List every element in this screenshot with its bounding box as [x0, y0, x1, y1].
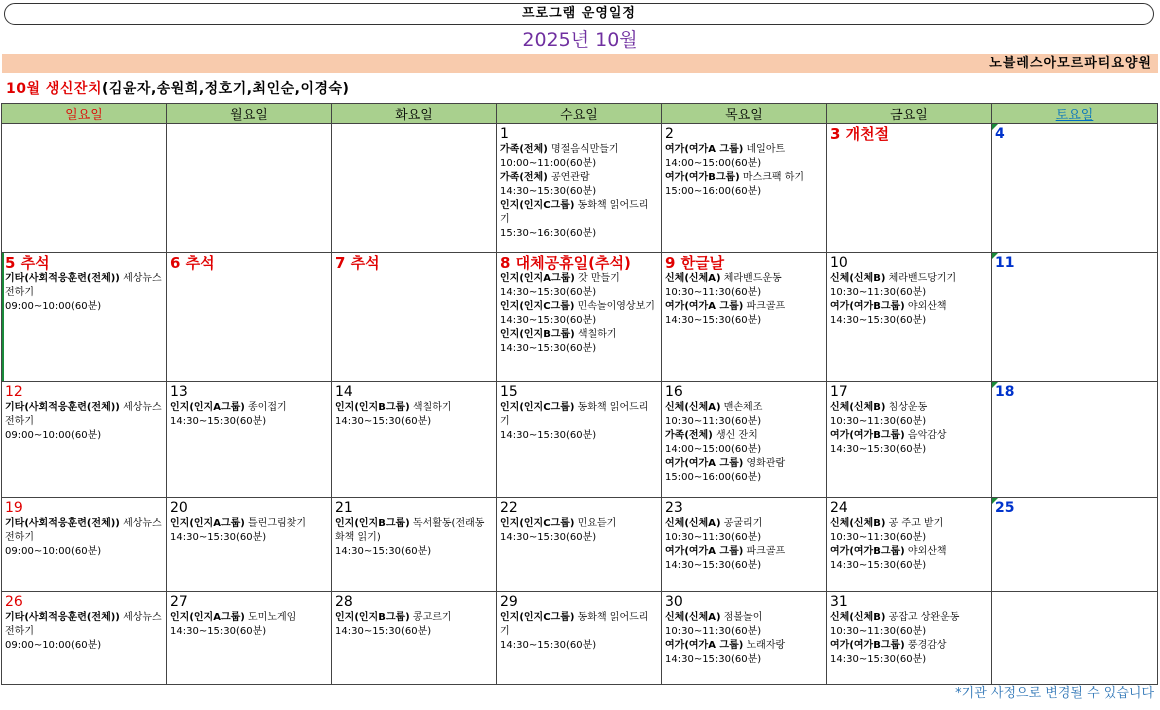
program-event — [665, 171, 823, 199]
event-description: 세상뉴스전하기 — [5, 518, 162, 543]
calendar-day-cell — [497, 253, 662, 382]
event-description: 공잡고 상완운동 — [885, 612, 960, 623]
calendar-table — [1, 103, 1158, 685]
program-event — [665, 545, 823, 573]
program-event — [665, 429, 823, 457]
calendar-day-cell — [332, 498, 497, 592]
day-number: 5 추석 — [5, 254, 50, 272]
calendar-day-cell — [992, 498, 1158, 592]
calendar-day-cell — [497, 592, 662, 685]
calendar-day-cell — [827, 592, 992, 685]
calendar-day-cell — [662, 382, 827, 498]
event-description: 마스크팩 하기 — [739, 172, 805, 183]
event-category: 기타(사회적응훈련(전체)) — [5, 273, 120, 284]
calendar-day-cell — [332, 253, 497, 382]
program-event — [335, 401, 493, 429]
program-event — [830, 545, 988, 573]
day-number: 31 — [830, 594, 848, 610]
event-category: 신체(신체A) — [665, 612, 721, 623]
event-category: 여가(여가A 그룹) — [665, 546, 744, 557]
event-category: 신체(신체B) — [830, 518, 886, 529]
program-event — [500, 401, 658, 443]
event-category: 인지(인지B그룹) — [500, 329, 575, 340]
day-number: 14 — [335, 384, 353, 400]
event-time: 10:30~11:30(60분) — [830, 532, 927, 543]
event-description: 침상운동 — [885, 402, 928, 413]
event-time: 14:30~15:30(60분) — [500, 287, 597, 298]
weekday-saturday: 토요일 — [992, 104, 1158, 124]
event-description: 공연관람 — [547, 172, 590, 183]
program-event — [170, 611, 328, 639]
weekday-wednesday: 수요일 — [497, 104, 662, 124]
weekday-header-row — [2, 104, 1158, 124]
day-number: 18 — [995, 384, 1015, 400]
event-time: 14:30~15:30(60분) — [830, 654, 927, 665]
program-event — [665, 272, 823, 300]
event-description: 틀린그림찾기 — [244, 518, 306, 529]
program-event — [5, 272, 163, 314]
event-description: 야외산책 — [904, 301, 947, 312]
event-description: 갓 만들기 — [574, 273, 620, 284]
event-time: 14:30~15:30(60분) — [335, 416, 432, 427]
program-event — [5, 517, 163, 559]
day-number: 13 — [170, 384, 188, 400]
event-category: 여가(여가B그룹) — [830, 430, 905, 441]
event-description: 동화책 읽어드리기 — [500, 200, 649, 225]
event-time: 14:30~15:30(60분) — [830, 560, 927, 571]
calendar-day-cell — [2, 253, 167, 382]
program-event — [500, 517, 658, 545]
day-number: 6 추석 — [170, 254, 215, 272]
day-number: 12 — [5, 384, 23, 400]
event-description: 생신 잔치 — [712, 430, 758, 441]
week-row — [2, 592, 1158, 685]
weekday-sunday: 일요일 — [2, 104, 167, 124]
calendar-day-cell — [662, 253, 827, 382]
program-event — [500, 328, 658, 356]
calendar-day-cell — [992, 592, 1158, 685]
event-time: 14:30~15:30(60분) — [170, 416, 267, 427]
day-number: 1 — [500, 126, 509, 142]
event-description: 맨손체조 — [720, 402, 763, 413]
event-time: 14:00~15:00(60분) — [665, 158, 762, 169]
event-description: 체라밴드당기기 — [885, 273, 957, 284]
event-category: 인지(인지A그룹) — [170, 402, 245, 413]
event-category: 인지(인지C그룹) — [500, 518, 575, 529]
event-description: 파크골프 — [743, 301, 786, 312]
event-category: 인지(인지A그룹) — [170, 518, 245, 529]
event-category: 여가(여가B그룹) — [665, 172, 740, 183]
day-number: 7 추석 — [335, 254, 380, 272]
calendar-day-cell — [992, 124, 1158, 253]
event-category: 신체(신체A) — [665, 402, 721, 413]
event-time: 14:30~15:30(60분) — [830, 444, 927, 455]
event-time: 10:30~11:30(60분) — [830, 626, 927, 637]
event-description: 네일아트 — [743, 144, 786, 155]
week-row — [2, 124, 1158, 253]
event-category: 여가(여가A 그룹) — [665, 458, 744, 469]
event-category: 인지(인지A그룹) — [500, 273, 575, 284]
event-time: 14:30~15:30(60분) — [500, 532, 597, 543]
event-description: 점볼놀이 — [720, 612, 763, 623]
program-event — [665, 517, 823, 545]
calendar-day-cell — [662, 498, 827, 592]
day-number: 21 — [335, 500, 353, 516]
event-time: 14:30~15:30(60분) — [500, 343, 597, 354]
calendar-day-cell — [167, 253, 332, 382]
program-event — [500, 171, 658, 199]
event-category: 인지(인지B그룹) — [335, 402, 410, 413]
event-time: 09:00~10:00(60분) — [5, 301, 102, 312]
event-description: 세상뉴스전하기 — [5, 402, 162, 427]
program-event — [665, 457, 823, 485]
event-category: 가족(전체) — [665, 430, 713, 441]
event-category: 기타(사회적응훈련(전체)) — [5, 612, 120, 623]
event-category: 여가(여가B그룹) — [830, 546, 905, 557]
event-description: 공굴리기 — [720, 518, 763, 529]
event-category: 인지(인지C그룹) — [500, 200, 575, 211]
calendar-day-cell — [332, 382, 497, 498]
event-time: 10:30~11:30(60분) — [830, 287, 927, 298]
calendar-day-cell — [332, 592, 497, 685]
day-number: 20 — [170, 500, 188, 516]
event-time: 10:30~11:30(60분) — [665, 287, 762, 298]
page-title: 프로그램 운영일정 — [4, 3, 1154, 25]
program-event — [830, 272, 988, 300]
weekday-friday: 금요일 — [827, 104, 992, 124]
event-time: 10:30~11:30(60분) — [665, 416, 762, 427]
event-time: 14:30~15:30(60분) — [665, 315, 762, 326]
event-time: 14:30~15:30(60분) — [335, 546, 432, 557]
event-category: 신체(신체A) — [665, 518, 721, 529]
event-description: 세상뉴스전하기 — [5, 273, 162, 298]
program-event — [830, 300, 988, 328]
event-time: 14:30~15:30(60분) — [500, 640, 597, 651]
program-event — [500, 300, 658, 328]
event-time: 14:30~15:30(60분) — [170, 532, 267, 543]
day-number: 19 — [5, 500, 23, 516]
program-event — [500, 143, 658, 171]
calendar-day-cell — [992, 382, 1158, 498]
program-event — [500, 611, 658, 653]
day-number: 24 — [830, 500, 848, 516]
event-time: 14:30~15:30(60분) — [500, 315, 597, 326]
event-description: 영화관람 — [743, 458, 786, 469]
event-category: 기타(사회적응훈련(전체)) — [5, 402, 120, 413]
birthday-line — [6, 79, 349, 99]
day-number: 22 — [500, 500, 518, 516]
event-description: 공 주고 받기 — [885, 518, 944, 529]
day-number: 17 — [830, 384, 848, 400]
event-category: 여가(여가A 그룹) — [665, 640, 744, 651]
calendar-day-cell — [2, 498, 167, 592]
event-time: 15:30~16:30(60분) — [500, 228, 597, 239]
event-time: 10:00~11:00(60분) — [500, 158, 597, 169]
program-event — [335, 611, 493, 639]
day-number: 25 — [995, 500, 1015, 516]
event-description: 파크골프 — [743, 546, 786, 557]
program-event — [335, 517, 493, 559]
calendar-day-cell — [827, 382, 992, 498]
event-category: 신체(신체A) — [665, 273, 721, 284]
calendar-day-cell — [827, 498, 992, 592]
event-category: 인지(인지C그룹) — [500, 301, 575, 312]
program-event — [665, 300, 823, 328]
day-number: 9 한글날 — [665, 254, 725, 272]
day-number: 10 — [830, 255, 848, 271]
day-number: 27 — [170, 594, 188, 610]
program-event — [830, 639, 988, 667]
calendar-day-cell — [827, 124, 992, 253]
event-description: 노래자랑 — [743, 640, 786, 651]
calendar-day-cell — [167, 592, 332, 685]
program-event — [5, 401, 163, 443]
event-category: 인지(인지A그룹) — [170, 612, 245, 623]
org-name-bar: 노블레스아모르파티요양원 — [2, 54, 1158, 73]
event-time: 10:30~11:30(60분) — [830, 416, 927, 427]
comment-marker-icon — [992, 124, 998, 130]
program-event — [665, 143, 823, 171]
calendar-day-cell — [2, 382, 167, 498]
event-time: 10:30~11:30(60분) — [665, 532, 762, 543]
event-description: 세상뉴스전하기 — [5, 612, 162, 637]
day-number: 11 — [995, 255, 1015, 271]
comment-marker-icon — [992, 498, 998, 504]
event-category: 인지(인지C그룹) — [500, 402, 575, 413]
calendar-day-cell — [497, 498, 662, 592]
birthday-label: 10월 생신잔치 — [6, 81, 102, 97]
event-description: 색칠하기 — [574, 329, 617, 340]
event-time: 14:30~15:30(60분) — [665, 560, 762, 571]
event-time: 15:00~16:00(60분) — [665, 472, 762, 483]
day-number: 28 — [335, 594, 353, 610]
event-category: 여가(여가A 그룹) — [665, 301, 744, 312]
calendar-day-cell — [167, 124, 332, 253]
program-event — [830, 611, 988, 639]
weekday-tuesday: 화요일 — [332, 104, 497, 124]
event-description: 동화책 읽어드리기 — [500, 402, 649, 427]
calendar-day-cell — [167, 498, 332, 592]
event-category: 기타(사회적응훈련(전체)) — [5, 518, 120, 529]
event-time: 14:00~15:00(60분) — [665, 444, 762, 455]
event-category: 인지(인지C그룹) — [500, 612, 575, 623]
event-description: 풍경감상 — [904, 640, 947, 651]
calendar-day-cell — [167, 382, 332, 498]
program-event — [5, 611, 163, 653]
event-time: 14:30~15:30(60분) — [170, 626, 267, 637]
program-event — [830, 429, 988, 457]
calendar-day-cell — [497, 124, 662, 253]
event-description: 콩고르기 — [409, 612, 452, 623]
day-number: 30 — [665, 594, 683, 610]
program-event — [830, 517, 988, 545]
program-event — [500, 272, 658, 300]
event-description: 민요듣기 — [574, 518, 617, 529]
event-time: 14:30~15:30(60분) — [500, 186, 597, 197]
event-time: 09:00~10:00(60분) — [5, 546, 102, 557]
day-number: 4 — [995, 126, 1005, 142]
program-event — [665, 401, 823, 429]
week-row — [2, 253, 1158, 382]
birthday-names: (김윤자,송원희,정호기,최인순,이경숙) — [101, 81, 350, 97]
day-number: 15 — [500, 384, 518, 400]
day-number: 8 대체공휴일(추석) — [500, 254, 631, 272]
event-category: 인지(인지B그룹) — [335, 612, 410, 623]
event-description: 음악감상 — [904, 430, 947, 441]
event-time: 15:00~16:00(60분) — [665, 186, 762, 197]
event-category: 여가(여가A 그룹) — [665, 144, 744, 155]
day-number: 26 — [5, 594, 23, 610]
event-category: 가족(전체) — [500, 144, 548, 155]
calendar-day-cell — [827, 253, 992, 382]
day-number: 29 — [500, 594, 518, 610]
event-category: 인지(인지B그룹) — [335, 518, 410, 529]
program-event — [500, 199, 658, 241]
footnote: *기관 사정으로 변경될 수 있습니다 — [955, 686, 1154, 701]
event-time: 14:30~15:30(60분) — [335, 626, 432, 637]
day-number: 3 개천절 — [830, 125, 890, 143]
calendar-day-cell — [2, 592, 167, 685]
calendar-day-cell — [2, 124, 167, 253]
event-time: 14:30~15:30(60분) — [665, 654, 762, 665]
event-description: 독서활동(전래동화책 읽기) — [335, 518, 485, 543]
weekday-monday: 월요일 — [167, 104, 332, 124]
day-number: 2 — [665, 126, 674, 142]
week-row — [2, 498, 1158, 592]
program-event — [665, 639, 823, 667]
event-time: 14:30~15:30(60분) — [500, 430, 597, 441]
program-event — [170, 517, 328, 545]
event-time: 09:00~10:00(60분) — [5, 640, 102, 651]
event-description: 야외산책 — [904, 546, 947, 557]
calendar-day-cell — [662, 592, 827, 685]
calendar-day-cell — [497, 382, 662, 498]
event-category: 여가(여가B그룹) — [830, 301, 905, 312]
program-event — [170, 401, 328, 429]
comment-marker-icon — [992, 382, 998, 388]
event-time: 09:00~10:00(60분) — [5, 430, 102, 441]
event-description: 색칠하기 — [409, 402, 452, 413]
event-category: 여가(여가B그룹) — [830, 640, 905, 651]
day-number: 23 — [665, 500, 683, 516]
comment-marker-icon — [992, 253, 998, 259]
selection-bar — [2, 253, 4, 381]
event-category: 신체(신체B) — [830, 402, 886, 413]
event-description: 명절음식만들기 — [547, 144, 619, 155]
event-category: 신체(신체B) — [830, 273, 886, 284]
week-row — [2, 382, 1158, 498]
event-description: 민속놀이영상보기 — [574, 301, 655, 312]
month-title: 2025년 10월 — [522, 29, 638, 51]
event-description: 종이접기 — [244, 402, 287, 413]
event-description: 동화책 읽어드리기 — [500, 612, 649, 637]
event-category: 가족(전체) — [500, 172, 548, 183]
event-category: 신체(신체B) — [830, 612, 886, 623]
event-description: 도미노게임 — [244, 612, 297, 623]
calendar-day-cell — [662, 124, 827, 253]
event-time: 10:30~11:30(60분) — [665, 626, 762, 637]
program-event — [665, 611, 823, 639]
program-event — [830, 401, 988, 429]
calendar-day-cell — [332, 124, 497, 253]
calendar-day-cell — [992, 253, 1158, 382]
event-time: 14:30~15:30(60분) — [830, 315, 927, 326]
event-description: 체라밴드운동 — [720, 273, 782, 284]
day-number: 16 — [665, 384, 683, 400]
weekday-thursday: 목요일 — [662, 104, 827, 124]
